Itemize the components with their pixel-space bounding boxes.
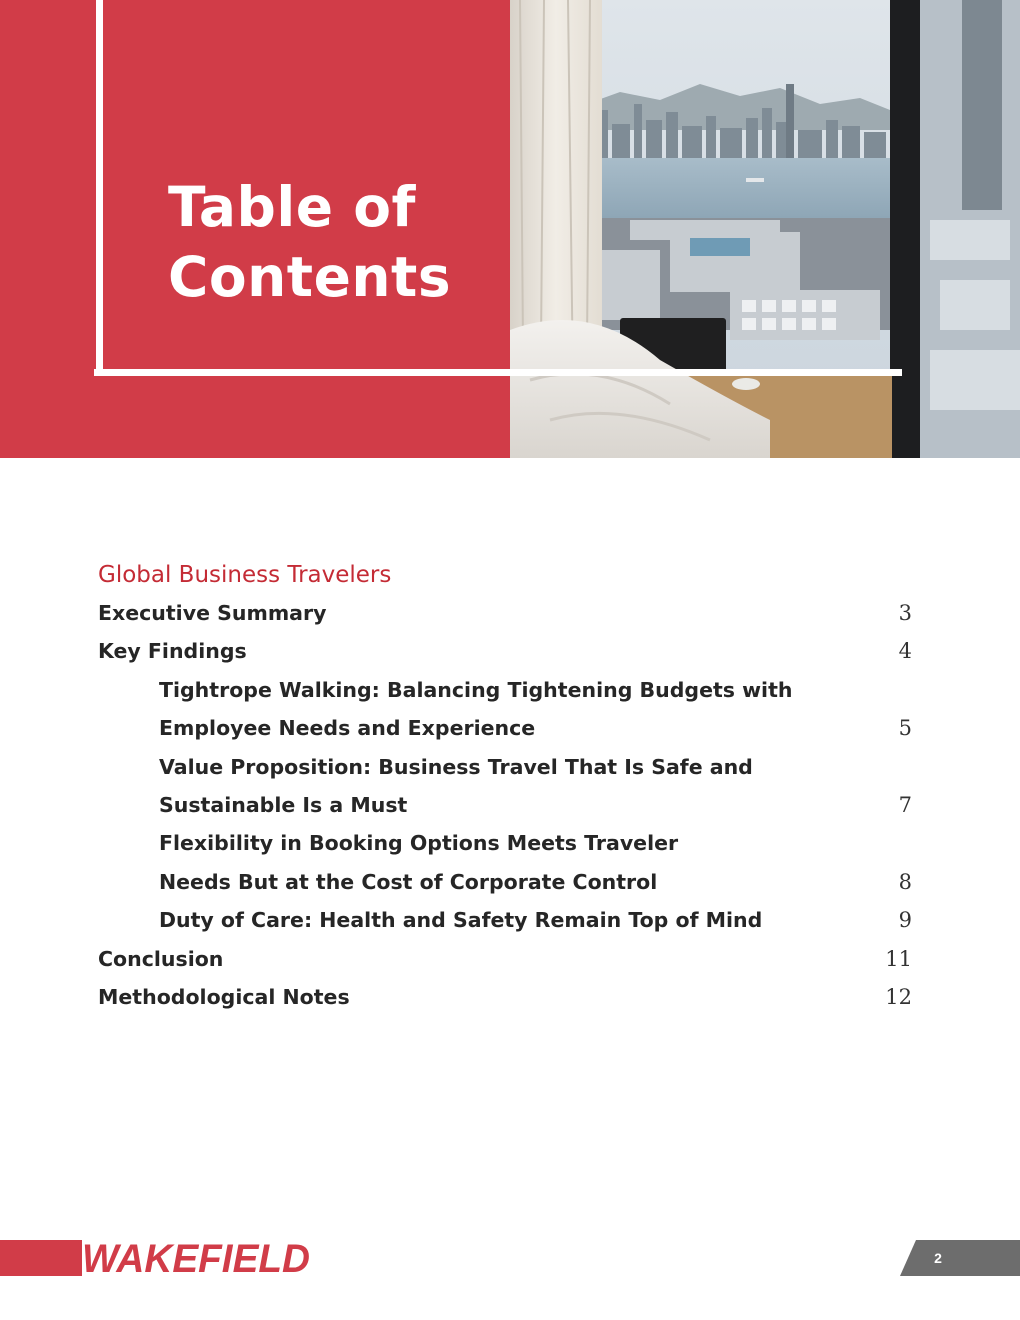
toc-list bbox=[98, 594, 918, 1016]
toc-entry-page: 4 bbox=[898, 639, 912, 664]
toc-entry-page: 8 bbox=[898, 869, 912, 894]
toc-entry-title: Key Findings bbox=[98, 639, 247, 664]
toc-heading: Global Business Travelers bbox=[98, 562, 392, 588]
table-of-contents bbox=[98, 556, 918, 1016]
page-number-tab bbox=[900, 1240, 1020, 1276]
toc-entry-title: Flexibility in Booking Options Meets Traveler bbox=[159, 831, 679, 856]
hero-banner bbox=[0, 0, 1020, 458]
toc-entry-title: Value Proposition: Business Travel That Is Safe and bbox=[159, 754, 753, 779]
toc-entry[interactable] bbox=[98, 671, 918, 709]
toc-entry[interactable] bbox=[98, 709, 918, 747]
toc-entry-title: Conclusion bbox=[98, 946, 224, 971]
toc-entry[interactable] bbox=[98, 824, 918, 862]
page-title bbox=[168, 172, 451, 312]
toc-entry[interactable] bbox=[98, 978, 918, 1016]
toc-entry-title: Employee Needs and Experience bbox=[159, 716, 536, 741]
toc-entry[interactable] bbox=[98, 594, 918, 632]
hotel-window-view-image bbox=[510, 0, 1020, 458]
toc-entry-title: Needs But at the Cost of Corporate Control bbox=[159, 869, 658, 894]
page-number: 2 bbox=[934, 1250, 942, 1266]
hero-photo bbox=[510, 0, 1020, 458]
toc-entry-page: 9 bbox=[898, 908, 912, 933]
frame-bottom-line bbox=[94, 369, 902, 376]
toc-entry[interactable] bbox=[98, 940, 918, 978]
toc-entry[interactable] bbox=[98, 863, 918, 901]
toc-entry-page: 7 bbox=[898, 792, 912, 817]
footer-red-bar bbox=[0, 1240, 82, 1276]
toc-entry-page: 12 bbox=[885, 984, 912, 1009]
toc-entry[interactable] bbox=[98, 901, 918, 939]
toc-entry-title: Executive Summary bbox=[98, 601, 327, 625]
wakefield-logo bbox=[82, 1238, 314, 1278]
toc-entry-title: Tightrope Walking: Balancing Tightening Budgets with bbox=[159, 677, 793, 702]
page-title-line-1: Table of bbox=[168, 175, 416, 239]
toc-entry-title: Duty of Care: Health and Safety Remain Top of Mind bbox=[159, 908, 763, 933]
toc-entry-page: 3 bbox=[898, 601, 912, 625]
frame-left-line bbox=[96, 0, 103, 372]
toc-entry[interactable] bbox=[98, 786, 918, 824]
toc-entry-title: Methodological Notes bbox=[98, 984, 350, 1009]
toc-entry-title: Sustainable Is a Must bbox=[159, 792, 408, 817]
toc-entry[interactable] bbox=[98, 748, 918, 786]
page-title-line-2: Contents bbox=[168, 245, 452, 309]
logo-text: WAKEFIELD bbox=[82, 1238, 310, 1278]
toc-entry-page: 5 bbox=[898, 716, 912, 741]
toc-entry[interactable] bbox=[98, 632, 918, 670]
toc-entry-page: 11 bbox=[885, 946, 912, 971]
